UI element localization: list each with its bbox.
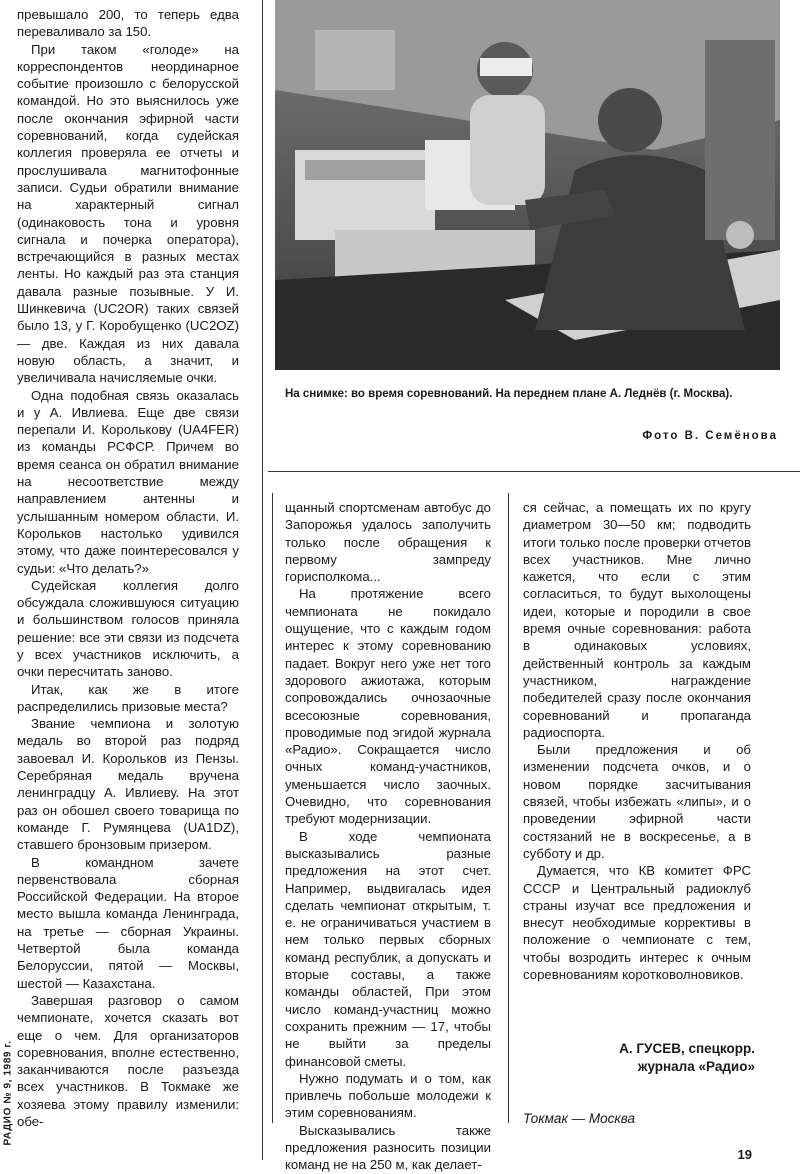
article-photo <box>275 0 780 370</box>
article-column-1 <box>17 6 239 1130</box>
paragraph: Завершая разговор о самом чемпионате, хочется сказать вот еще о чем. Для организаторов соревнования, вполне естественно, заканчиваются после разъезда всех участников. В Токмаке же хозяева этому правилу изменили: обе- <box>17 992 239 1129</box>
paragraph: В командном зачете первенствовала сборная Российской Федерации. На второе место вышла команда Ленинграда, на третье — сборная Украины. Четвертой была команда Белоруссии, пятой — Москвы, шестой — Казахстана. <box>17 854 239 991</box>
paragraph: При таком «голоде» на корреспондентов неординарное событие произошло с белорусской командой. Но это выяснилось уже после окончания эфирной части соревнований, когда судейская коллегия проверяла ее отчеты и прослушивала магнитофонные записи. Судьи обратили внимание на характерный сигнал (одинаковость тона и уровня сигнала и почерка оператора), встречающийся в разных местах ленты. Но каждый раз эта станция давала разные позывные. У И. Шинкевича (UC2OR) таких связей было 13, у Г. Коробущенко (UC2OZ) — две. Каждая из них давала новую область, а значит, и увеличивала начисляемые очки. <box>17 41 239 386</box>
paragraph: Одна подобная связь оказалась и у А. Ивлиева. Еще две связи перепали И. Королькову (UA4FER) из команды РСФСР. Причем во время сеанса он обратил внимание на несоответствие между направлением антенны и услышанным номером области. И. Корольков настолько удивился этому, что даже поинтересовался у судьи: «Что делать?» <box>17 387 239 576</box>
page-number: 19 <box>737 1147 752 1162</box>
photo-image <box>275 0 780 370</box>
paragraph: На протяжение всего чемпионата не покидало ощущение, что с каждым годом интерес к этому соревнованию падает. Вокруг него уже нет того здорового ажиотажа, которым сопровождались очнозаочные всесоюзные соревнования, проводимые под эгидой журнала «Радио». Сокращается число очных команд-участников, уменьшается число заочных. Очевидно, что соревнования требуют модернизации. <box>285 586 491 827</box>
author-signature <box>560 1040 755 1076</box>
magazine-issue-label: РАДИО № 9, 1989 г. <box>2 1040 14 1146</box>
column-divider <box>508 493 509 1123</box>
photo-credit: Фото В. Семёнова <box>642 430 778 442</box>
section-divider <box>268 471 800 472</box>
photo-caption: На снимке: во время соревнований. На переднем плане А. Леднёв (г. Москва). <box>285 388 733 400</box>
paragraph: В ходе чемпионата высказывались разные предложения на этот счет. Например, выдвигалась идея сделать чемпионат открытым, т. е. не ограничиваться участием в нем только первых сборных команд республик, а допускать и вторые составы, а также команды областей, При этом число команд-участниц можно сохранить прежним — 17, чтобы не выйти за пределы финансовой сметы. <box>285 828 491 1069</box>
paragraph: Были предложения и об изменении подсчета очков, и о новом порядке засчитывания связей, чтобы избежать «липы», и о проведении эфирной части состязаний не в воскресенье, а в субботу и др. <box>523 742 751 861</box>
column-divider <box>272 493 273 1123</box>
author-affiliation: журнала «Радио» <box>637 1059 755 1074</box>
paragraph: Итак, как же в итоге распределились призовые места? <box>17 681 239 714</box>
article-column-2 <box>285 499 491 1174</box>
paragraph: ся сейчас, а помещать их по кругу диаметром 30—50 км; подводить итоги только после проверки отчетов всех участников. Мне лично кажется, что если с этим согласиться, то будут выхолощены идеи, которые и породили в свое время очные соревнования: работа в одинаковых условиях, действенный контроль за каждым участником, награждение победителей сразу после окончания соревнований и пропаганда радиоспорта. <box>523 500 751 740</box>
paragraph: щанный спортсменам автобус до Запорожья удалось заполучить только после обращения к первому зампреду горисполкома... <box>285 500 491 585</box>
paragraph: Судейская коллегия долго обсуждала сложившуюся ситуацию и большинством голосов приняла решение: все эти связи из подсчета у всех участников исключить, а очки пересчитать заново. <box>17 577 239 680</box>
author-name: А. ГУСЕВ, спецкорр. <box>619 1041 755 1056</box>
paragraph: превышало 200, то теперь едва переваливало за 150. <box>17 7 239 40</box>
paragraph: Нужно подумать и о том, как привлечь побольше молодежи к этим соревнованиям. <box>285 1070 491 1121</box>
paragraph: Думается, что КВ комитет ФРС СССР и Центральный радиоклуб страны изучат все предложения и внесут необходимые коррективы в положение о чемпионате с тем, чтобы возродить интерес к очным соревнованиям коротковолновиков. <box>523 863 751 983</box>
article-column-3 <box>523 499 751 983</box>
column-divider <box>262 0 263 1160</box>
paragraph: Звание чемпиона и золотую медаль во второй раз подряд завоевал И. Корольков из Пензы. Серебряная медаль вручена ленинградцу А. Ивлиеву. На этот раз он обошел своего товарища по команде Г. Румянцева (UA1DZ), ставшего бронзовым призером. <box>17 716 239 853</box>
paragraph: Высказывались также предложения разносить позиции команд не на 250 м, как делает- <box>285 1122 491 1173</box>
dateline-place: Токмак — Москва <box>523 1111 635 1126</box>
